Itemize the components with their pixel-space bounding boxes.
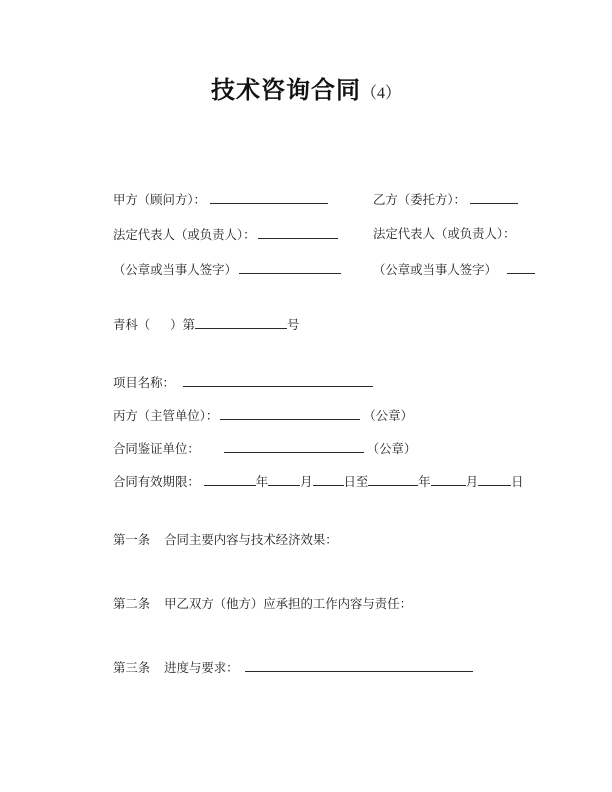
project-name-blank-field: [183, 375, 373, 387]
end-year-label: 年: [418, 475, 431, 489]
article-3-title: 进度与要求：: [164, 661, 239, 675]
start-year-blank-field: [204, 474, 256, 486]
seal-signature-a-label: （公章或当事人签字）: [113, 263, 237, 277]
start-month-blank-field: [268, 474, 300, 486]
seal-signature-b-label: （公章或当事人签字）: [373, 263, 497, 277]
party-b-label: 乙方（委托方）：: [373, 193, 466, 207]
validity-period-row: [113, 474, 523, 490]
attestation-unit-label: 合同鉴证单位：: [113, 442, 200, 456]
party-a-blank-field: [210, 192, 328, 204]
legal-rep-a-label: 法定代表人（或负责人）：: [113, 228, 256, 242]
party-c-blank-field: [220, 408, 360, 420]
end-day-blank-field: [478, 474, 511, 486]
article-1-row: [113, 533, 338, 549]
party-b-blank-field: [470, 192, 518, 204]
party-c-label: 丙方（主管单位）：: [113, 409, 219, 423]
doc-number-mid: ）第: [170, 318, 195, 332]
doc-number-suffix: 号: [286, 318, 300, 332]
party-c-row: [113, 408, 413, 424]
article-3-number: 第三条: [113, 661, 151, 675]
legal-rep-b-label: 法定代表人（或负责人）：: [373, 227, 516, 241]
attestation-row: [113, 441, 416, 457]
seal-signature-b-blank-field: [507, 262, 535, 274]
legal-rep-a-blank-field: [258, 227, 338, 239]
contract-title: 技术咨询合同: [210, 77, 361, 104]
end-month-label: 月: [465, 475, 479, 489]
end-day-label: 日: [511, 475, 524, 489]
party-row-3: [113, 262, 497, 278]
project-name-row: [113, 375, 373, 391]
article-1-title: 合同主要内容与技术经济效果：: [164, 533, 338, 547]
party-c-seal-label: （公章）: [363, 409, 413, 423]
start-day-blank-field: [313, 474, 344, 486]
article-2-row: [113, 597, 412, 613]
doc-number-blank-field: [195, 317, 287, 329]
attestation-blank-field: [224, 441, 364, 453]
article-2-title: 甲乙双方（他方）应承担的工作内容与责任：: [164, 597, 412, 611]
attestation-seal-label: （公章）: [366, 442, 417, 456]
page-title: [0, 70, 612, 105]
end-month-blank-field: [431, 474, 466, 486]
article-3-blank-field: [245, 660, 473, 672]
start-year-label: 年: [255, 475, 269, 489]
article-3-row: [113, 660, 473, 676]
doc-number-prefix: 青科（: [113, 318, 151, 332]
party-a-label: 甲方（顾问方）：: [113, 193, 206, 207]
seal-signature-a-blank-field: [239, 262, 341, 274]
party-row-2: [113, 227, 516, 243]
party-row-1: [113, 192, 466, 208]
validity-label: 合同有效期限：: [113, 475, 200, 489]
doc-number-inner-gap: [150, 328, 170, 329]
end-year-blank-field: [368, 474, 418, 486]
start-day-to-label: 日至: [343, 475, 369, 489]
doc-number-row: [113, 317, 299, 333]
start-month-label: 月: [300, 475, 313, 489]
project-name-label: 项目名称：: [113, 376, 175, 390]
article-2-number: 第二条: [113, 597, 151, 611]
article-1-number: 第一条: [113, 533, 151, 547]
contract-title-number: （4）: [360, 85, 401, 102]
